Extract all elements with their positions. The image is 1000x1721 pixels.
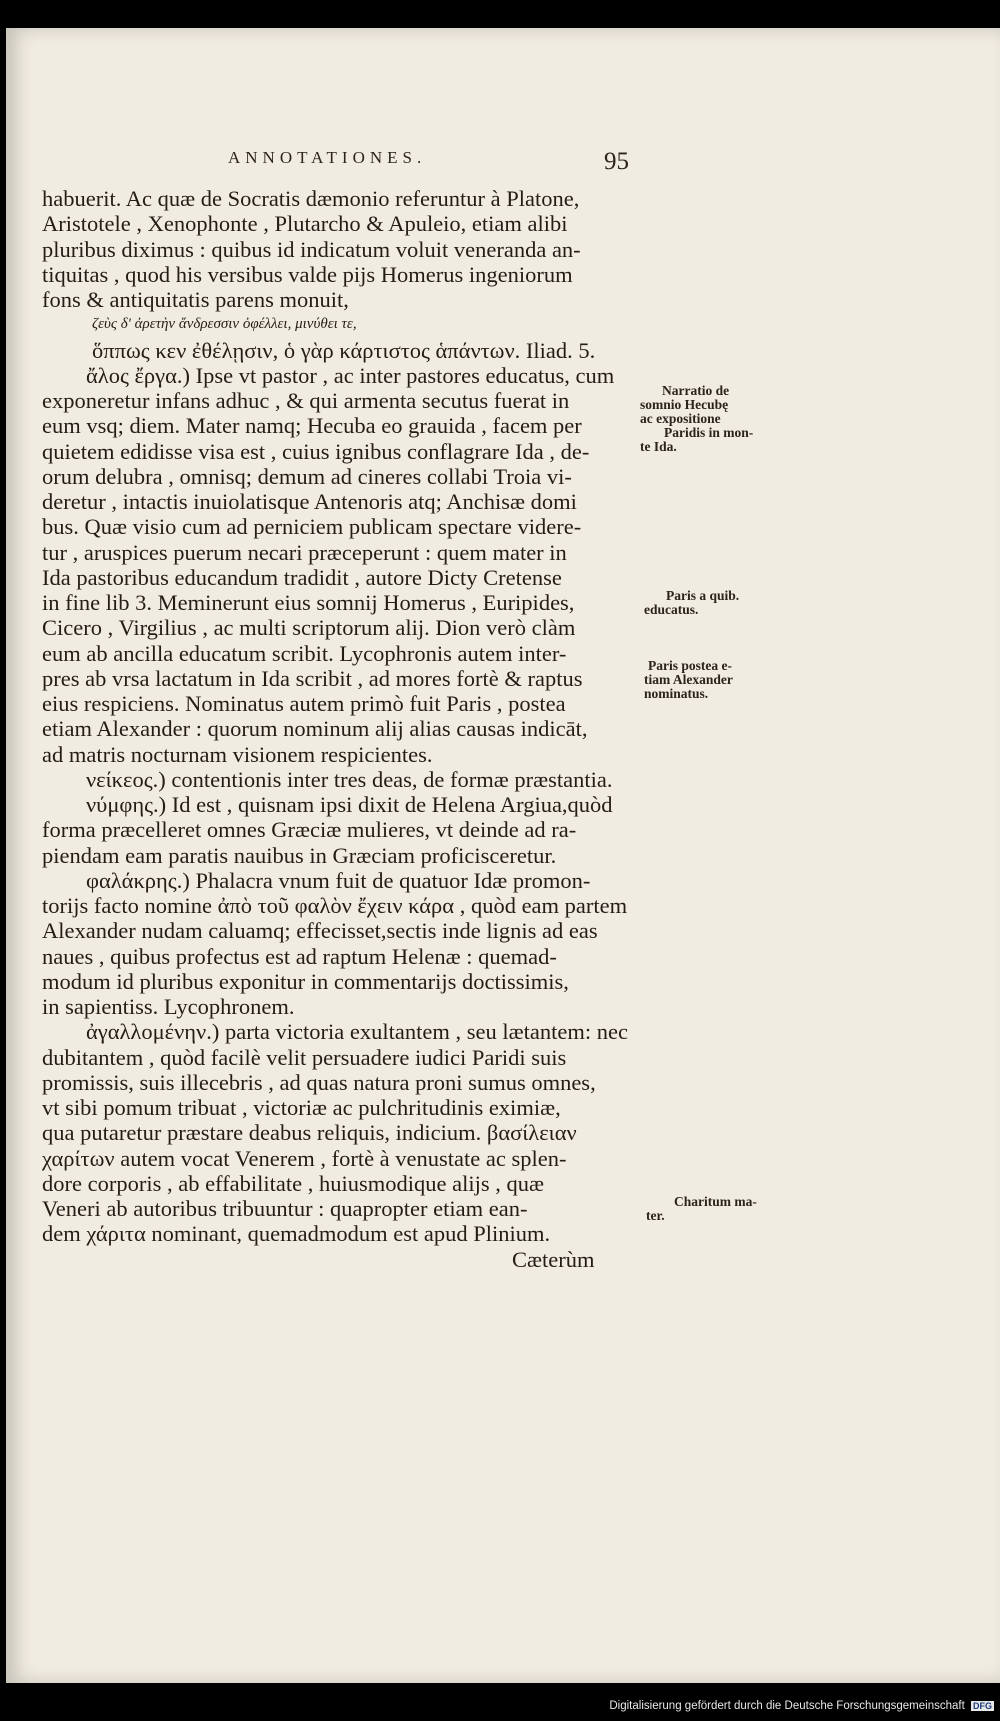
text-line: νείκεος.) contentionis inter tres deas, de formæ præstantia. bbox=[86, 766, 613, 792]
text-line: vt sibi pomum tribuat , victoriæ ac pulchritudinis eximiæ, bbox=[42, 1095, 561, 1120]
text-line: etiam Alexander : quorum nominum alij alias causas indicāt, bbox=[42, 716, 588, 742]
text-line: tur , aruspices puerum necari præceperunt : quem mater in bbox=[42, 539, 567, 565]
text-line: forma præcelleret omnes Græciæ mulieres, vt deinde ad ra- bbox=[42, 817, 577, 843]
text-line: orum delubra , omnisq; demum ad cineres collabi Troia vi- bbox=[42, 463, 572, 489]
margin-note-line: somnio Hecubę bbox=[640, 397, 729, 412]
text-line: dubitantem , quòd facilè velit persuadere iudici Paridi suis bbox=[42, 1044, 567, 1070]
text-line: bus. Quæ visio cum ad perniciem publicam spectare videre- bbox=[42, 514, 582, 540]
text-line: qua putaretur præstare deabus reliquis, indicium. βασίλειαν bbox=[42, 1120, 577, 1146]
body-text bbox=[42, 186, 662, 1272]
text-line: fons & antiquitatis parens monuit, bbox=[42, 287, 349, 312]
margin-note-line: Narratio de bbox=[662, 383, 730, 398]
text-line: νύμφης.) Id est , quisnam ipsi dixit de Helena Argiua,quòd bbox=[86, 792, 613, 817]
margin-note-charitum bbox=[646, 1195, 757, 1223]
margin-note-paris-educated bbox=[644, 589, 739, 617]
text-line: eum vsq; diem. Mater namq; Hecuba eo grauida , facem per bbox=[42, 413, 582, 439]
margin-note-line: Charitum ma- bbox=[674, 1194, 757, 1209]
margin-note-line: ac expositione bbox=[640, 411, 721, 426]
text-line: exponeretur infans adhuc , & qui armenta secutus fuerat in bbox=[42, 388, 570, 413]
text-line: habuerit. Ac quæ de Socratis dæmonio referuntur à Platone, bbox=[42, 186, 580, 211]
text-line: tiquitas , quod his versibus valde pijs Homerus ingeniorum bbox=[42, 261, 573, 287]
text-line: in sapientiss. Lycophronem. bbox=[42, 994, 295, 1019]
margin-note-line: Paris postea e- bbox=[648, 658, 732, 673]
text-line: Cæterùm bbox=[512, 1246, 595, 1272]
text-line: Veneri ab autoribus tribuuntur : quapropter etiam ean- bbox=[42, 1196, 528, 1221]
text-line: dore corporis , ab effabilitate , huiusmodique alijs , quæ bbox=[42, 1170, 544, 1196]
text-line: torijs facto nomine ἀπὸ τοῦ φαλὸν ἔχειν κάρα , quòd eam partem bbox=[42, 893, 628, 918]
text-line: Cicero , Virgilius , ac multi scriptorum alij. Dion verò clàm bbox=[42, 615, 576, 641]
text-line: ζεὺς δ' ἀρετὴν ἄνδρεσσιν ὀφέλλει, μινύθει τε, bbox=[92, 316, 357, 333]
text-line: eum ab ancilla educatum scribit. Lycophronis autem inter- bbox=[42, 640, 567, 666]
text-line: pluribus diximus : quibus id indicatum voluit veneranda an- bbox=[42, 236, 581, 262]
text-line: φαλάκρης.) Phalacra vnum fuit de quatuor Idæ promon- bbox=[86, 867, 591, 893]
text-line: deretur , intactis inuiolatisque Antenoris atq; Anchisæ domi bbox=[42, 489, 577, 514]
text-line: ὅππως κεν ἐθέλῃσιν, ὁ γὰρ κάρτιστος ἁπάντων. Iliad. 5. bbox=[92, 337, 596, 363]
text-line: modum id pluribus exponitur in commentarijs doctissimis, bbox=[42, 968, 569, 994]
margin-note-line: ter. bbox=[646, 1208, 665, 1223]
text-line: in fine lib 3. Meminerunt eius somnij Homerus , Euripides, bbox=[42, 590, 575, 615]
text-line: piendam eam paratis nauibus in Græciam proficisceretur. bbox=[42, 842, 557, 868]
margin-note-line: educatus. bbox=[644, 602, 699, 617]
running-head: ANNOTATIONES. bbox=[228, 148, 427, 167]
margin-note-line: Paris a quib. bbox=[666, 588, 740, 603]
page-number: 95 bbox=[604, 148, 629, 175]
text-line: ad matris nocturnam visionem respicientes. bbox=[42, 741, 433, 767]
text-line: ἀγαλλομένην.) parta victoria exultantem , seu lætantem: nec bbox=[86, 1019, 628, 1045]
digitization-credit bbox=[609, 1700, 994, 1712]
text-line: Aristotele , Xenophonte , Plutarcho & Apuleio, etiam alibi bbox=[42, 211, 568, 237]
text-line: pres ab vrsa lactatum in Ida scribit , ad mores fortè & raptus bbox=[42, 665, 583, 691]
text-line: Ida pastoribus educandum tradidit , autore Dicty Cretense bbox=[42, 564, 562, 590]
book-page bbox=[6, 28, 1000, 1683]
margin-note-line: tiam Alexander bbox=[644, 672, 733, 687]
text-line: naues , quibus profectus est ad raptum Helenæ : quemad- bbox=[42, 943, 557, 969]
dfg-logo: DFG bbox=[973, 1701, 992, 1711]
text-line: eius respiciens. Nominatus autem primò fuit Paris , postea bbox=[42, 691, 566, 716]
margin-note-line: te Ida. bbox=[640, 439, 677, 454]
margin-note-paris-alexander bbox=[644, 659, 733, 701]
text-line: χαρίτων autem vocat Venerem , fortè à venustate ac splen- bbox=[42, 1145, 567, 1171]
text-line: ἄλος ἔργα.) Ipse vt pastor , ac inter pastores educatus, cum bbox=[86, 362, 615, 388]
margin-note-line: nominatus. bbox=[644, 686, 709, 701]
text-line: dem χάριτα nominant, quemadmodum est apud Plinium. bbox=[42, 1221, 551, 1247]
text-line: promissis, suis illecebris , ad quas natura proni sumus omnes, bbox=[42, 1069, 596, 1095]
margin-note-hecuba-dream bbox=[640, 384, 753, 454]
credit-text: Digitalisierung gefördert durch die Deutsche Forschungsgemeinschaft bbox=[609, 1700, 965, 1712]
text-line: Alexander nudam caluamq; effecisset,sectis inde lignis ad eas bbox=[42, 918, 598, 944]
margin-note-line: Paridis in mon- bbox=[664, 425, 754, 440]
text-line: quietem edidisse visa est , cuius ignibus conflagrare Ida , de- bbox=[42, 438, 590, 464]
